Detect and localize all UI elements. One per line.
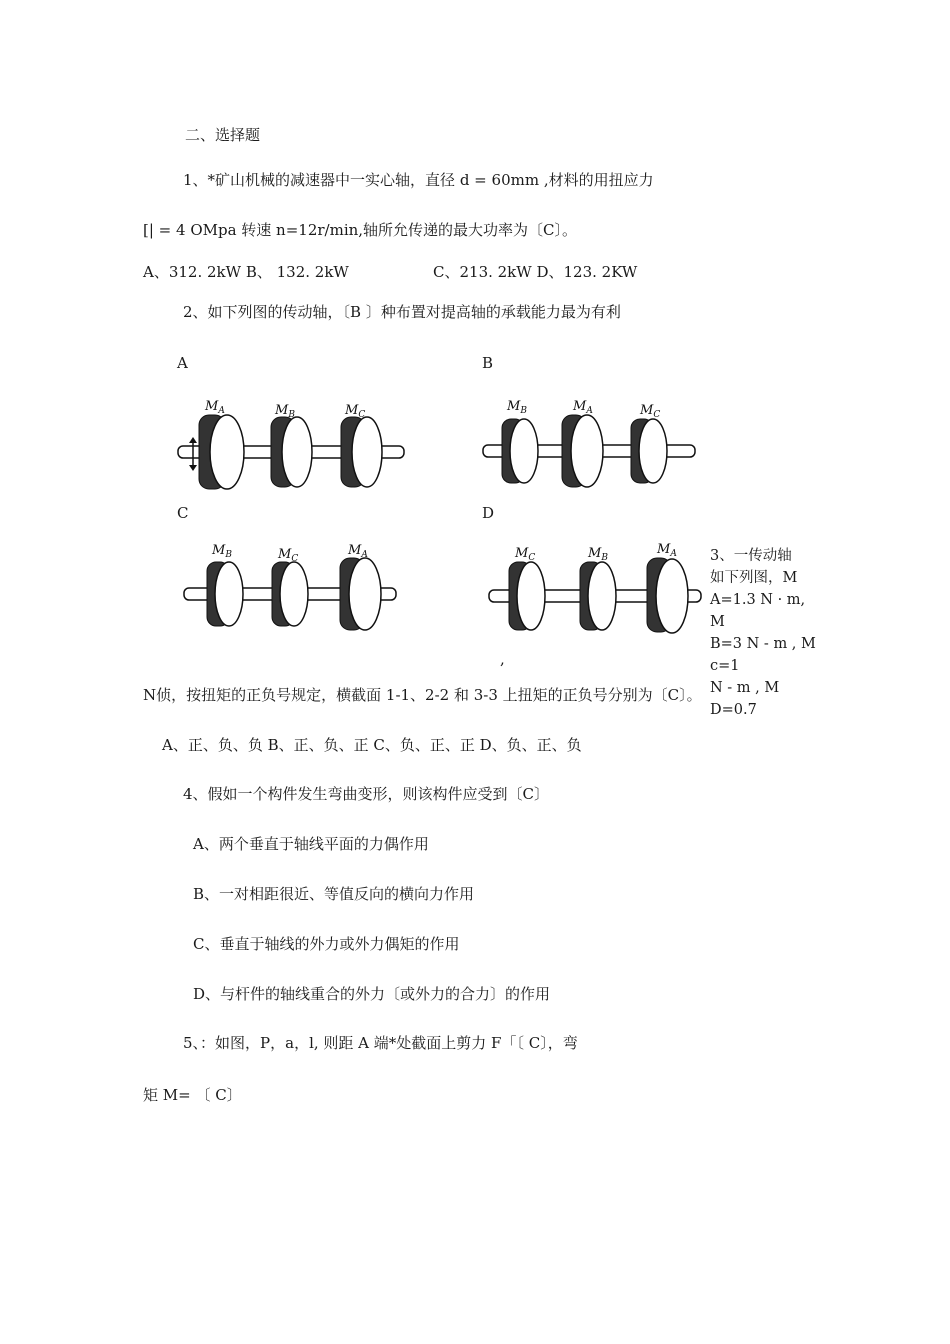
figure-label-a: A (177, 354, 188, 372)
moment-label-1: $M_B$ (212, 543, 232, 560)
q3-line: N侦，按扭矩的正负号规定，横截面 1-1、2-2 和 3-3 上扭矩的正负号分别为〔C〕。 (143, 686, 702, 704)
gear-2 (271, 417, 312, 487)
shaft-figure-b (475, 395, 705, 495)
q4-option-c: C、垂直于轴线的外力或外力偶矩的作用 (193, 935, 460, 953)
gear-3 (647, 558, 688, 633)
q5-line2: 矩 M= 〔 C〕 (143, 1086, 242, 1104)
section-title: 二、选择题 (185, 126, 261, 144)
q1-options-left: A、312. 2kW B、 132. 2kW (143, 263, 349, 281)
q3-options: A、正、负、负 B、正、负、正 C、负、正、正 D、负、正、负 (162, 736, 582, 754)
gear-3 (341, 417, 382, 487)
moment-label-2: $M_B$ (275, 403, 295, 420)
q3-side-line2: 如下列图，M (710, 570, 798, 586)
moment-label-3: $M_C$ (640, 403, 661, 420)
moment-label-1: $M_A$ (205, 399, 225, 416)
q1-line2: [| = 4 OMpa 转速 n=12r/min,轴所允传递的最大功率为〔C〕。 (143, 221, 578, 239)
q1-options-right: C、213. 2kW D、123. 2KW (433, 263, 638, 281)
q3-side-text (710, 545, 822, 721)
q3-side-line3: A=1.3 N · m, M (710, 592, 806, 630)
q4-option-d: D、与杆件的轴线重合的外力〔或外力的合力〕的作用 (193, 985, 551, 1003)
moment-label-1: $M_B$ (507, 399, 527, 416)
moment-label-3: $M_A$ (348, 543, 368, 560)
gear-1 (502, 419, 538, 483)
q2-text: 2、如下列图的传动轴，〔B 〕种布置对提高轴的承载能力最为有利 (183, 303, 621, 321)
q3-side-line5: N - m , M D=0.7 (710, 680, 780, 718)
q3-side-line4: B=3 N - m , M c=1 (710, 636, 816, 674)
moment-label-2: $M_C$ (278, 547, 299, 564)
gear-1 (207, 562, 243, 626)
figure-label-d: D (482, 504, 495, 522)
figure-label-c: C (177, 504, 189, 522)
moment-label-2: $M_B$ (588, 546, 608, 563)
q4-option-a: A、两个垂直于轴线平面的力偶作用 (193, 835, 429, 853)
gear-2 (272, 562, 308, 626)
gear-2 (580, 562, 616, 630)
shaft-figure-d (485, 540, 710, 640)
gear-3 (631, 419, 667, 483)
gear-1 (509, 562, 545, 630)
moment-label-3: $M_A$ (657, 542, 677, 559)
moment-label-1: $M_C$ (515, 546, 536, 563)
figure-label-b: B (482, 354, 494, 372)
q4-text: 4、假如一个构件发生弯曲变形，则该构件应受到〔C〕 (183, 785, 550, 803)
stray-comma: , (500, 650, 505, 668)
q1-line1: 1、*矿山机械的减速器中一实心轴，直径 d = 60mm ,材料的用扭应力 (183, 171, 654, 189)
shaft-figure-c (180, 540, 405, 640)
moment-label-2: $M_A$ (573, 399, 593, 416)
q5-line1: 5、：如图，P，a，l, 则距 A 端*处截面上剪力 F「〔 C〕，弯 (183, 1034, 578, 1052)
q3-side-line1: 3、一传动轴 (710, 548, 792, 564)
gear-2 (562, 415, 603, 487)
moment-label-3: $M_C$ (345, 403, 366, 420)
q4-option-b: B、一对相距很近、等值反向的横向力作用 (193, 885, 475, 903)
shaft-figure-a (170, 395, 410, 495)
gear-3 (340, 558, 381, 630)
